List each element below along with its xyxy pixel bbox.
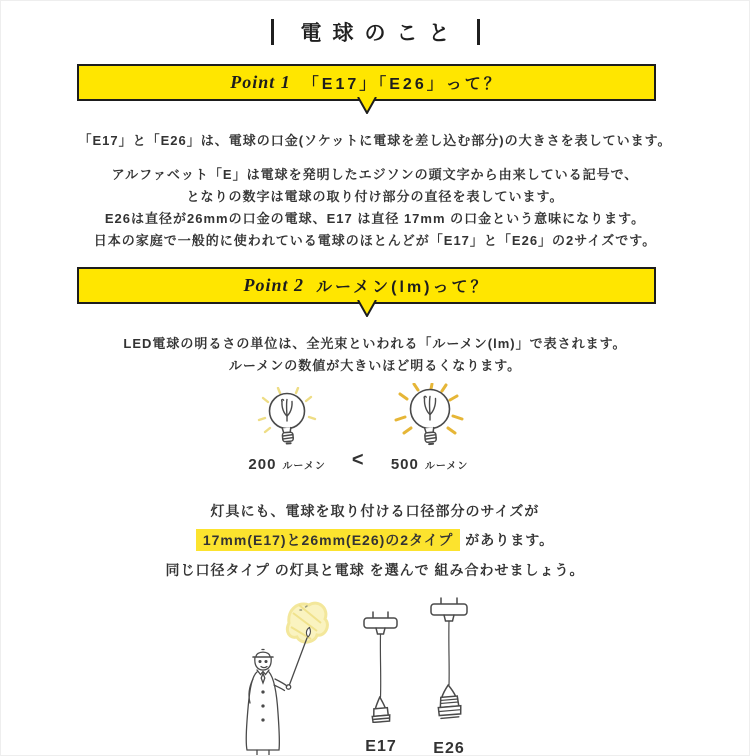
point2-banner: [77, 267, 656, 304]
bright-bulb-figure: [390, 383, 470, 473]
paragraph-line: 日本の家庭で一般的に使われている電球のほとんどが「E17」と「E26」の2サイズです。: [93, 233, 657, 248]
bright-bulb-caption: [391, 456, 469, 473]
socket-line3: 同じ口径タイプ の灯具と電球 を選んで 組み合わせましょう。: [165, 562, 585, 578]
point2-paragraph: [1, 333, 749, 377]
dim-bulb-figure: [248, 387, 326, 473]
paragraph-line: E26は直径が26mmの口金の電球、E17 は直径 17mm の口金という意味になります。: [104, 211, 646, 226]
point1-label: Point 1: [230, 72, 291, 92]
speech-tail-icon: [356, 300, 378, 317]
point1-intro: 「E17」と「E26」は、電球の口金(ソケットに電球を差し込む部分)の大きさを表しています。: [78, 133, 672, 148]
edison-figure-illustration: [227, 593, 342, 756]
fixture-label-e17: E17: [365, 738, 397, 755]
paragraph-line: となりの数字は電球の取り付け部分の直径を表しています。: [186, 189, 564, 204]
pendant-e26-block: [417, 597, 481, 756]
page-title: 電球のこと: [300, 22, 461, 45]
bright-lumen-value: 500: [390, 456, 419, 473]
fixture-label-e26: E26: [433, 740, 465, 756]
dim-light-bulb-icon: [255, 387, 319, 451]
dim-lumen-unit: ルーメン: [282, 461, 326, 472]
paragraph-line: LED電球の明るさの単位は、全光束といわれる「ルーメン(lm)」で表されます。: [123, 336, 627, 351]
pendant-light-e26-illustration: [417, 597, 481, 725]
dim-bulb-caption: [248, 456, 326, 473]
pendant-e17-block: [353, 611, 409, 756]
title-bar-right: [477, 19, 480, 45]
socket-line1: 灯具にも、電球を取り付ける口径部分のサイズが: [210, 503, 540, 519]
paragraph-line: ルーメンの数値が大きいほど明るくなります。: [228, 358, 522, 373]
socket-type-section: [1, 501, 749, 580]
paragraph-line: アルファベット「E」は電球を発明したエジソンの頭文字から由来している記号で、: [111, 167, 639, 182]
bright-lumen-unit: ルーメン: [424, 461, 469, 472]
point2-title: ルーメン(lm)って？: [315, 279, 490, 296]
bottom-illustration-zone: [1, 593, 749, 756]
speech-tail-icon: [356, 97, 378, 114]
point2-label: Point 2: [243, 275, 304, 295]
socket-line2-rest: があります。: [460, 532, 555, 548]
edison-figure-wrap: [227, 593, 342, 756]
less-than-symbol: <: [351, 449, 364, 471]
title-bar-left: [271, 19, 274, 45]
point1-paragraph: [1, 164, 749, 252]
socket-line2: [1, 528, 749, 553]
lumen-comparison: [0, 383, 733, 473]
point1-banner: [77, 64, 656, 101]
pendant-light-e17-illustration: [353, 611, 409, 723]
page-title-row: [1, 1, 749, 47]
dim-lumen-value: 200: [248, 456, 277, 473]
point1-title: 「E17」「E26」って？: [302, 76, 503, 93]
bright-light-bulb-icon: [390, 383, 470, 451]
highlighted-socket-types: 17mm(E17)と26mm(E26)の2タイプ: [196, 529, 461, 551]
